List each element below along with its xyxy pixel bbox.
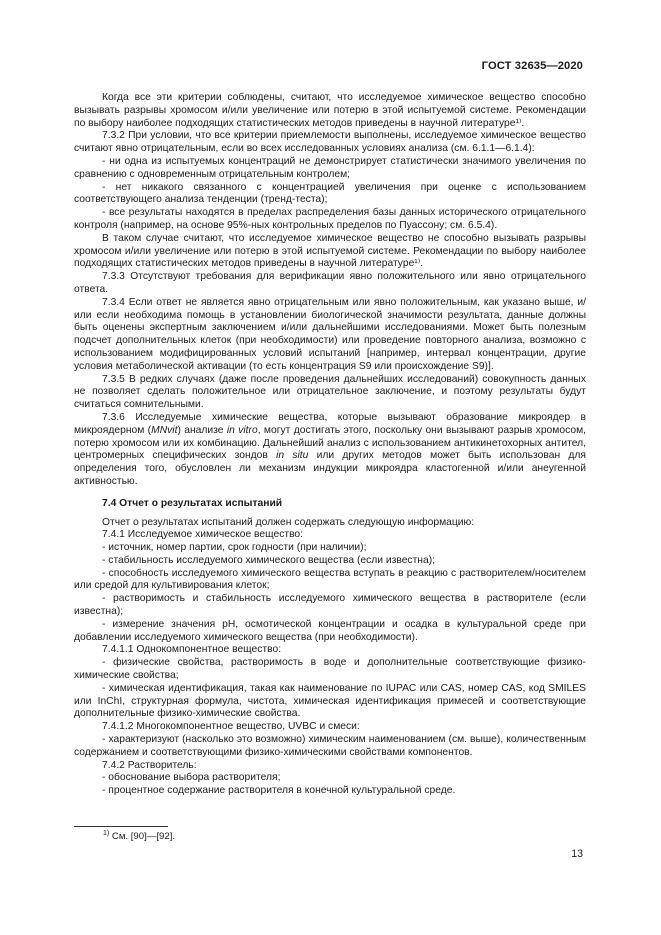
paragraph: 7.3.2 При условии, что все критерии приемлемости выполнены, исследуемое химическое вещество считают явно отрицательным, если во всех исследованных условиях анализа (см. 6.1.1—6.1.4): — [74, 130, 586, 155]
italic-term: in vitro — [226, 424, 258, 436]
paragraph: 7.4.1 Исследуемое химическое вещество: — [102, 529, 304, 541]
paragraph: 7.3.5 В редких случаях (даже после проведения дальнейших исследований) совокупность данных не позволяет сделать положительное или отрицательное заключение, и поэтому результаты будут считаться сомнительными. — [74, 373, 586, 411]
paragraph: В таком случае считают, что исследуемое химическое вещество не способно вызывать разрывы хромосом и/или увеличение или потерю в этой испытуемой системе. Рекомендации по выбору наиболее подходящих статистических методов приведены в научной литературе¹⁾. — [74, 232, 586, 270]
text-run: 7.3.6 Исследуемые химические вещества, которые вызывают образование микроядер в микроядерном ( — [74, 411, 586, 436]
list-item: - измерение значения pH, осмотической концентрации и осадка в культуральной среде при добавлении исследуемого химического вещества (при необходимости). — [74, 618, 586, 643]
text-run: , могут достигать этого, поскольку они вызывают разрыв хромосом, потерю хромосом или их комбинацию. Дальнейший анализ с использованием антикинетохорных антител, центромерных специфических зондов — [74, 424, 587, 462]
list-item: - химическая идентификация, такая как наименование по IUPAC или CAS, номер CAS, код SMILES или InChI, структурная формула, чистота, химическая идентификация примесей и соответствующие дополнительные физико-химические свойства. — [74, 682, 586, 720]
list-item: - нет никакого связанного с концентрацией увеличения при оценке с использованием соответствующего анализа тенденции (тренд-теста); — [74, 181, 586, 206]
list-item: - ни одна из испытуемых концентраций не демонстрирует статистически значимого увеличения по сравнению с одновременным отрицательным контролем; — [74, 155, 586, 180]
list-item: - процентное содержание растворителя в конечной культуральной среде. — [102, 785, 456, 797]
italic-term: in situ — [276, 450, 309, 462]
list-item: - способность исследуемого химического вещества вступать в реакцию с растворителем/носителем или средой для культивирования клеток; — [74, 567, 586, 592]
footnote — [103, 830, 175, 842]
italic-term: MNvit — [151, 424, 178, 436]
paragraph: 7.3.3 Отсутствуют требования для верификации явно положительного или явно отрицательного ответа. — [74, 271, 586, 295]
list-item: - источник, номер партии, срок годности (при наличии); — [102, 542, 367, 554]
page-number: 13 — [571, 848, 583, 860]
document-id-header: ГОСТ 32635—2020 — [481, 60, 583, 72]
footnote-marker: 1) — [103, 830, 110, 837]
text-run: ) анализе — [177, 424, 227, 436]
footnote-text: См. [90]—[92]. — [111, 831, 176, 843]
footnote-divider — [74, 826, 168, 827]
paragraph: Когда все эти критерии соблюдены, считают, что исследуемое химическое вещество способно вызывать разрывы хромосом и/или увеличение или потерю в этой испытуемой системе. Рекомендации по выбору наиболее подходящих статистических методов приведены в научной литературе¹⁾. — [74, 92, 586, 129]
list-item: - стабильность исследуемого химического вещества (если известна); — [102, 554, 435, 566]
paragraph: 7.4.1.2 Многокомпонентное вещество, UVBC и смеси: — [102, 721, 360, 733]
list-item: - обоснование выбора растворителя; — [102, 772, 281, 784]
list-item: - характеризуют (насколько это возможно) химическим наименованием (см. выше), количественным содержанием и соответствующими физико-химическими свойствами компонентов. — [74, 734, 586, 758]
paragraph: 7.4.2 Растворитель: — [102, 759, 197, 771]
list-item: - все результаты находятся в пределах распределения базы данных исторического отрицательного контроля (например, на основе 95%-ных контрольных пределов по Пуассону; см. 6.5.4). — [74, 207, 586, 231]
paragraph: Отчет о результатах испытаний должен содержать следующую информацию: — [102, 516, 475, 528]
paragraph: 7.4.1.1 Однокомпонентное вещество: — [102, 644, 282, 656]
text-run: или других методов может быть использован для определения того, обусловлен ли механизм индукции микроядра кластогенной и/или анеугенной активностью. — [74, 450, 586, 487]
paragraph-7-3-6 — [74, 412, 586, 489]
paragraph: 7.3.4 Если ответ не является явно отрицательным или явно положительным, как указано выше, и/или если необходима помощь в установлении биологической значимости результата, данные должны быть оценены экспертным заключением и/или дальнейшими исследованиями. Может быть полезным подсчет дополнительных клеток (при необходимости) или проведение повторного анализа, возможно с использованием модифицированных условий испытаний [например, интервал концентрации, другие условия метаболической активации (то есть концентрация S9 или происхождение S9)]. — [74, 296, 586, 372]
list-item: - физические свойства, растворимость в воде и дополнительные соответствующие физико-химические свойства; — [74, 657, 586, 682]
document-body — [74, 92, 586, 798]
section-heading: 7.4 Отчет о результатах испытаний — [102, 497, 283, 509]
list-item: - растворимость и стабильность исследуемого химического вещества в растворителе (если известна); — [74, 593, 586, 618]
